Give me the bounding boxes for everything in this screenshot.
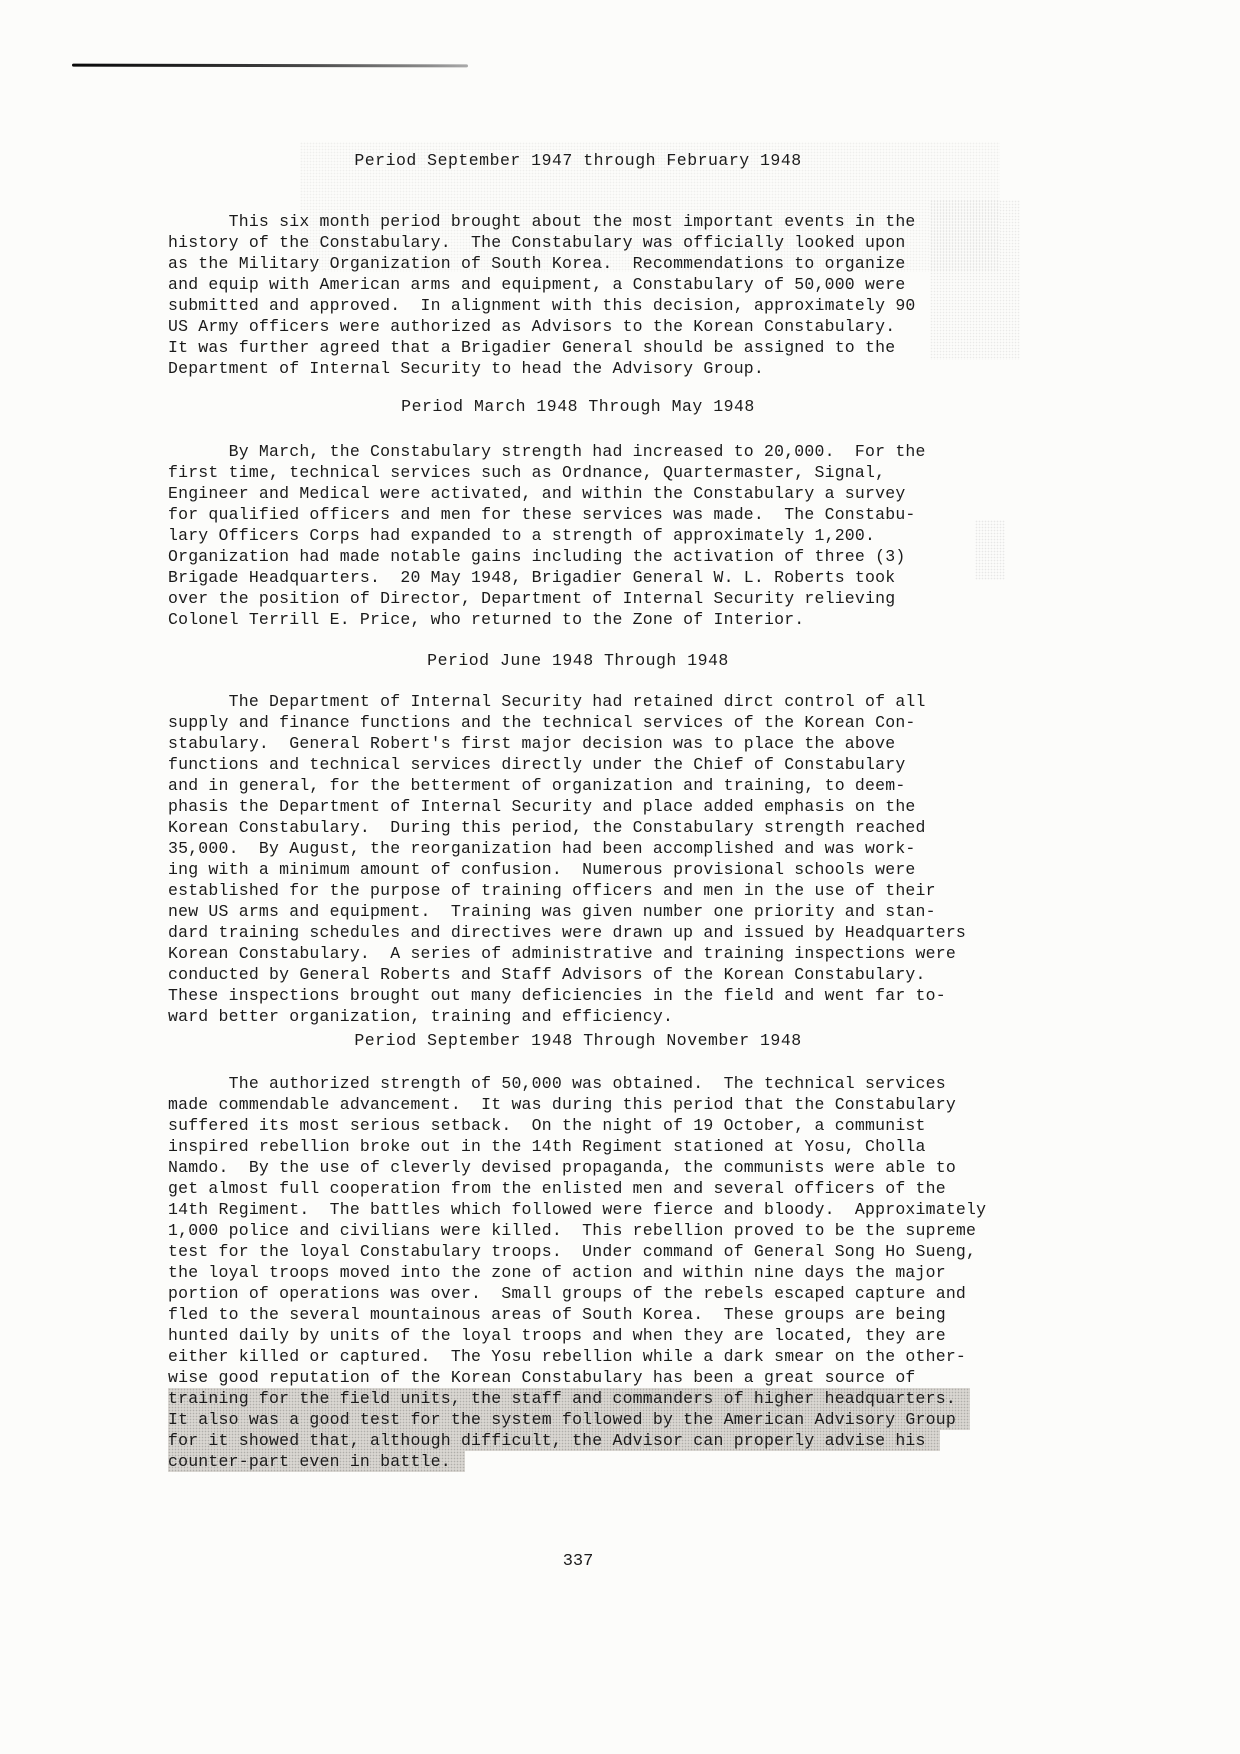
section-heading: Period September 1948 Through November 1948 bbox=[354, 1031, 802, 1050]
text-line: Korean Constabulary. During this period, the Constabulary strength reached bbox=[168, 818, 926, 837]
text-line: lary Officers Corps had expanded to a strength of approximately 1,200. bbox=[168, 526, 876, 545]
section-paragraph bbox=[168, 691, 988, 1027]
text-line: Organization had made notable gains including the activation of three (3) bbox=[168, 547, 906, 566]
highlighted-text-line: training for the field units, the staff and commanders of higher headquarters. bbox=[168, 1388, 970, 1409]
text-line: portion of operations was over. Small groups of the rebels escaped capture and bbox=[168, 1284, 967, 1303]
text-line: new US arms and equipment. Training was given number one priority and stan- bbox=[168, 902, 936, 921]
top-rule-line bbox=[72, 64, 468, 68]
text-line: Namdo. By the use of cleverly devised propaganda, the communists were able to bbox=[168, 1158, 956, 1177]
text-line: Colonel Terrill E. Price, who returned to the Zone of Interior. bbox=[168, 610, 805, 629]
section-heading: Period June 1948 Through 1948 bbox=[427, 651, 729, 670]
text-line: Engineer and Medical were activated, and within the Constabulary a survey bbox=[168, 484, 906, 503]
section-paragraph bbox=[168, 441, 988, 630]
text-line: supply and finance functions and the technical services of the Korean Con- bbox=[168, 713, 916, 732]
text-line: as the Military Organization of South Korea. Recommendations to organize bbox=[168, 254, 906, 273]
text-line: suffered its most serious setback. On the night of 19 October, a communist bbox=[168, 1116, 926, 1135]
document-section bbox=[168, 396, 988, 630]
text-line: and in general, for the betterment of organization and training, to deem- bbox=[168, 776, 906, 795]
document-section bbox=[168, 150, 988, 379]
text-line: first time, technical services such as Ordnance, Quartermaster, Signal, bbox=[168, 463, 886, 482]
page-number: 337 bbox=[562, 1552, 594, 1571]
section-heading: Period March 1948 Through May 1948 bbox=[401, 397, 755, 416]
text-line: ing with a minimum amount of confusion. Numerous provisional schools were bbox=[168, 860, 916, 879]
text-line: Department of Internal Security to head the Advisory Group. bbox=[168, 359, 764, 378]
text-line: conducted by General Roberts and Staff Advisors of the Korean Constabulary. bbox=[168, 965, 926, 984]
section-paragraph bbox=[168, 211, 988, 379]
text-line: Brigade Headquarters. 20 May 1948, Brigadier General W. L. Roberts took bbox=[168, 568, 896, 587]
text-line: phasis the Department of Internal Security and place added emphasis on the bbox=[168, 797, 916, 816]
text-line: stabulary. General Robert's first major decision was to place the above bbox=[168, 734, 896, 753]
text-line: The Department of Internal Security had retained dirct control of all bbox=[168, 692, 926, 711]
text-line: It was further agreed that a Brigadier General should be assigned to the bbox=[168, 338, 896, 357]
text-line: made commendable advancement. It was during this period that the Constabulary bbox=[168, 1095, 956, 1114]
text-line: Korean Constabulary. A series of administrative and training inspections were bbox=[168, 944, 956, 963]
text-line: These inspections brought out many deficiencies in the field and went far to- bbox=[168, 986, 946, 1005]
text-line: get almost full cooperation from the enlisted men and several officers of the bbox=[168, 1179, 946, 1198]
text-line: submitted and approved. In alignment with this decision, approximately 90 bbox=[168, 296, 916, 315]
text-line: US Army officers were authorized as Advisors to the Korean Constabulary. bbox=[168, 317, 896, 336]
text-line: This six month period brought about the most important events in the bbox=[168, 212, 916, 231]
highlighted-text-line: for it showed that, although difficult, the Advisor can properly advise his bbox=[168, 1430, 940, 1451]
text-line: for qualified officers and men for these services was made. The Constabu- bbox=[168, 505, 916, 524]
text-line: test for the loyal Constabulary troops. Under command of General Song Ho Sueng, bbox=[168, 1242, 977, 1261]
text-line: established for the purpose of training officers and men in the use of their bbox=[168, 881, 936, 900]
highlighted-text-line: counter-part even in battle. bbox=[168, 1451, 465, 1472]
text-line: history of the Constabulary. The Constabulary was officially looked upon bbox=[168, 233, 906, 252]
text-line: inspired rebellion broke out in the 14th Regiment stationed at Yosu, Cholla bbox=[168, 1137, 926, 1156]
text-line: 1,000 police and civilians were killed. This rebellion proved to be the supreme bbox=[168, 1221, 977, 1240]
text-line: wise good reputation of the Korean Constabulary has been a great source of bbox=[168, 1368, 916, 1387]
section-paragraph bbox=[168, 1073, 988, 1472]
text-line: the loyal troops moved into the zone of action and within nine days the major bbox=[168, 1263, 946, 1282]
text-line: dard training schedules and directives were drawn up and issued by Headquarters bbox=[168, 923, 967, 942]
document-section bbox=[168, 650, 988, 1027]
text-line: fled to the several mountainous areas of South Korea. These groups are being bbox=[168, 1305, 946, 1324]
text-line: hunted daily by units of the loyal troops and when they are located, they are bbox=[168, 1326, 946, 1345]
text-line: and equip with American arms and equipment, a Constabulary of 50,000 were bbox=[168, 275, 906, 294]
text-line: over the position of Director, Department of Internal Security relieving bbox=[168, 589, 896, 608]
text-line: functions and technical services directly under the Chief of Constabulary bbox=[168, 755, 906, 774]
text-line: ward better organization, training and efficiency. bbox=[168, 1007, 674, 1026]
text-line: 14th Regiment. The battles which followed were fierce and bloody. Approximately bbox=[168, 1200, 987, 1219]
section-heading: Period September 1947 through February 1948 bbox=[354, 151, 802, 170]
text-line: The authorized strength of 50,000 was obtained. The technical services bbox=[168, 1074, 946, 1093]
highlighted-text-line: It also was a good test for the system followed by the American Advisory Group bbox=[168, 1409, 970, 1430]
text-line: By March, the Constabulary strength had increased to 20,000. For the bbox=[168, 442, 926, 461]
text-line: either killed or captured. The Yosu rebellion while a dark smear on the other- bbox=[168, 1347, 967, 1366]
document-section bbox=[168, 1030, 988, 1472]
text-line: 35,000. By August, the reorganization had been accomplished and was work- bbox=[168, 839, 916, 858]
